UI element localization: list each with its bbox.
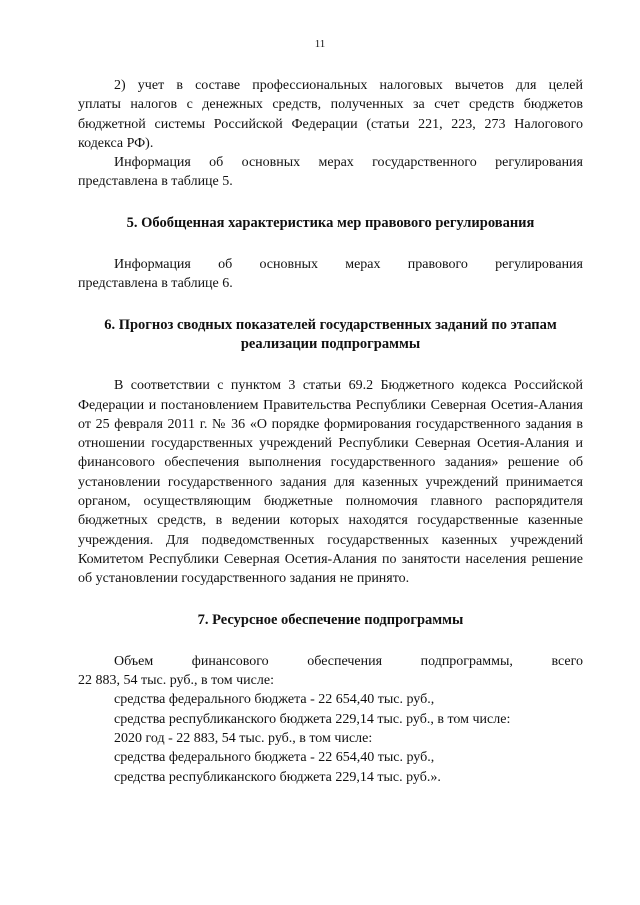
- section-6-heading-line2: реализации подпрограммы: [240, 335, 421, 352]
- section-6-paragraph: В соответствии с пунктом 3 статьи 69.2 Бюджетного кодекса Российской Федерации и постановлением Правительства Республики Северная Осетия-Алания от 25 февраля 2011 г. № 36 «О порядке формирования государственного задания в отношении государственных учреждений Республики Северная Осетия-Алания и финансового обеспечения выполнения государственного задания» решение об установлении государственного задания для казенных учреждений принимается органом, осуществляющим бюджетные полномочия главного распорядителя бюджетных средств, в ведении которых находятся государственные казенные учреждения. Для подведомственных государственных казенных учреждений Комитетом Республики Северная Осетия-Алания по занятости населения решение об установлении государственного задания не принято.: [78, 378, 583, 587]
- funding-item-republican: средства республиканского бюджета 229,14 тыс. руб., в том числе:: [114, 711, 511, 727]
- section-5-paragraph: представлена в таблице 6.: [78, 276, 233, 292]
- funding-item-2020-federal: средства федерального бюджета - 22 654,40 тыс. руб.,: [114, 750, 435, 766]
- paragraph-regulation-info: представлена в таблице 5.: [78, 174, 233, 190]
- section-5-heading: 5. Обобщенная характеристика мер правового регулирования: [126, 214, 535, 231]
- section-5-paragraph-line1: Информация об основных мерах правового регулирования: [114, 257, 583, 273]
- page-number: 11: [314, 38, 326, 50]
- paragraph-tax-deductions: уплаты налогов с денежных средств, полученных за счет средств бюджетов бюджетной системы Российской Федерации (статьи 221, 223, 273 Налогового кодекса РФ).: [78, 97, 583, 151]
- paragraph-tax-deductions-line1: 2) учет в составе профессиональных налоговых вычетов для целей: [114, 78, 583, 93]
- funding-item-2020: 2020 год - 22 883, 54 тыс. руб., в том числе:: [114, 731, 373, 747]
- funding-item-federal: средства федерального бюджета - 22 654,40 тыс. руб.,: [114, 692, 435, 708]
- section-7-line2: 22 883, 54 тыс. руб., в том числе:: [78, 673, 274, 689]
- section-7-heading: 7. Ресурсное обеспечение подпрограммы: [197, 611, 464, 628]
- funding-item-2020-republican: средства республиканского бюджета 229,14 тыс. руб.».: [114, 769, 441, 785]
- section-6-heading-line1: 6. Прогноз сводных показателей государственных заданий по этапам: [104, 316, 557, 333]
- section-7-line1: Объем финансового обеспечения подпрограммы, всего: [114, 653, 583, 669]
- document-body: [78, 76, 583, 787]
- paragraph-regulation-info-line1: Информация об основных мерах государственного регулирования: [114, 155, 583, 171]
